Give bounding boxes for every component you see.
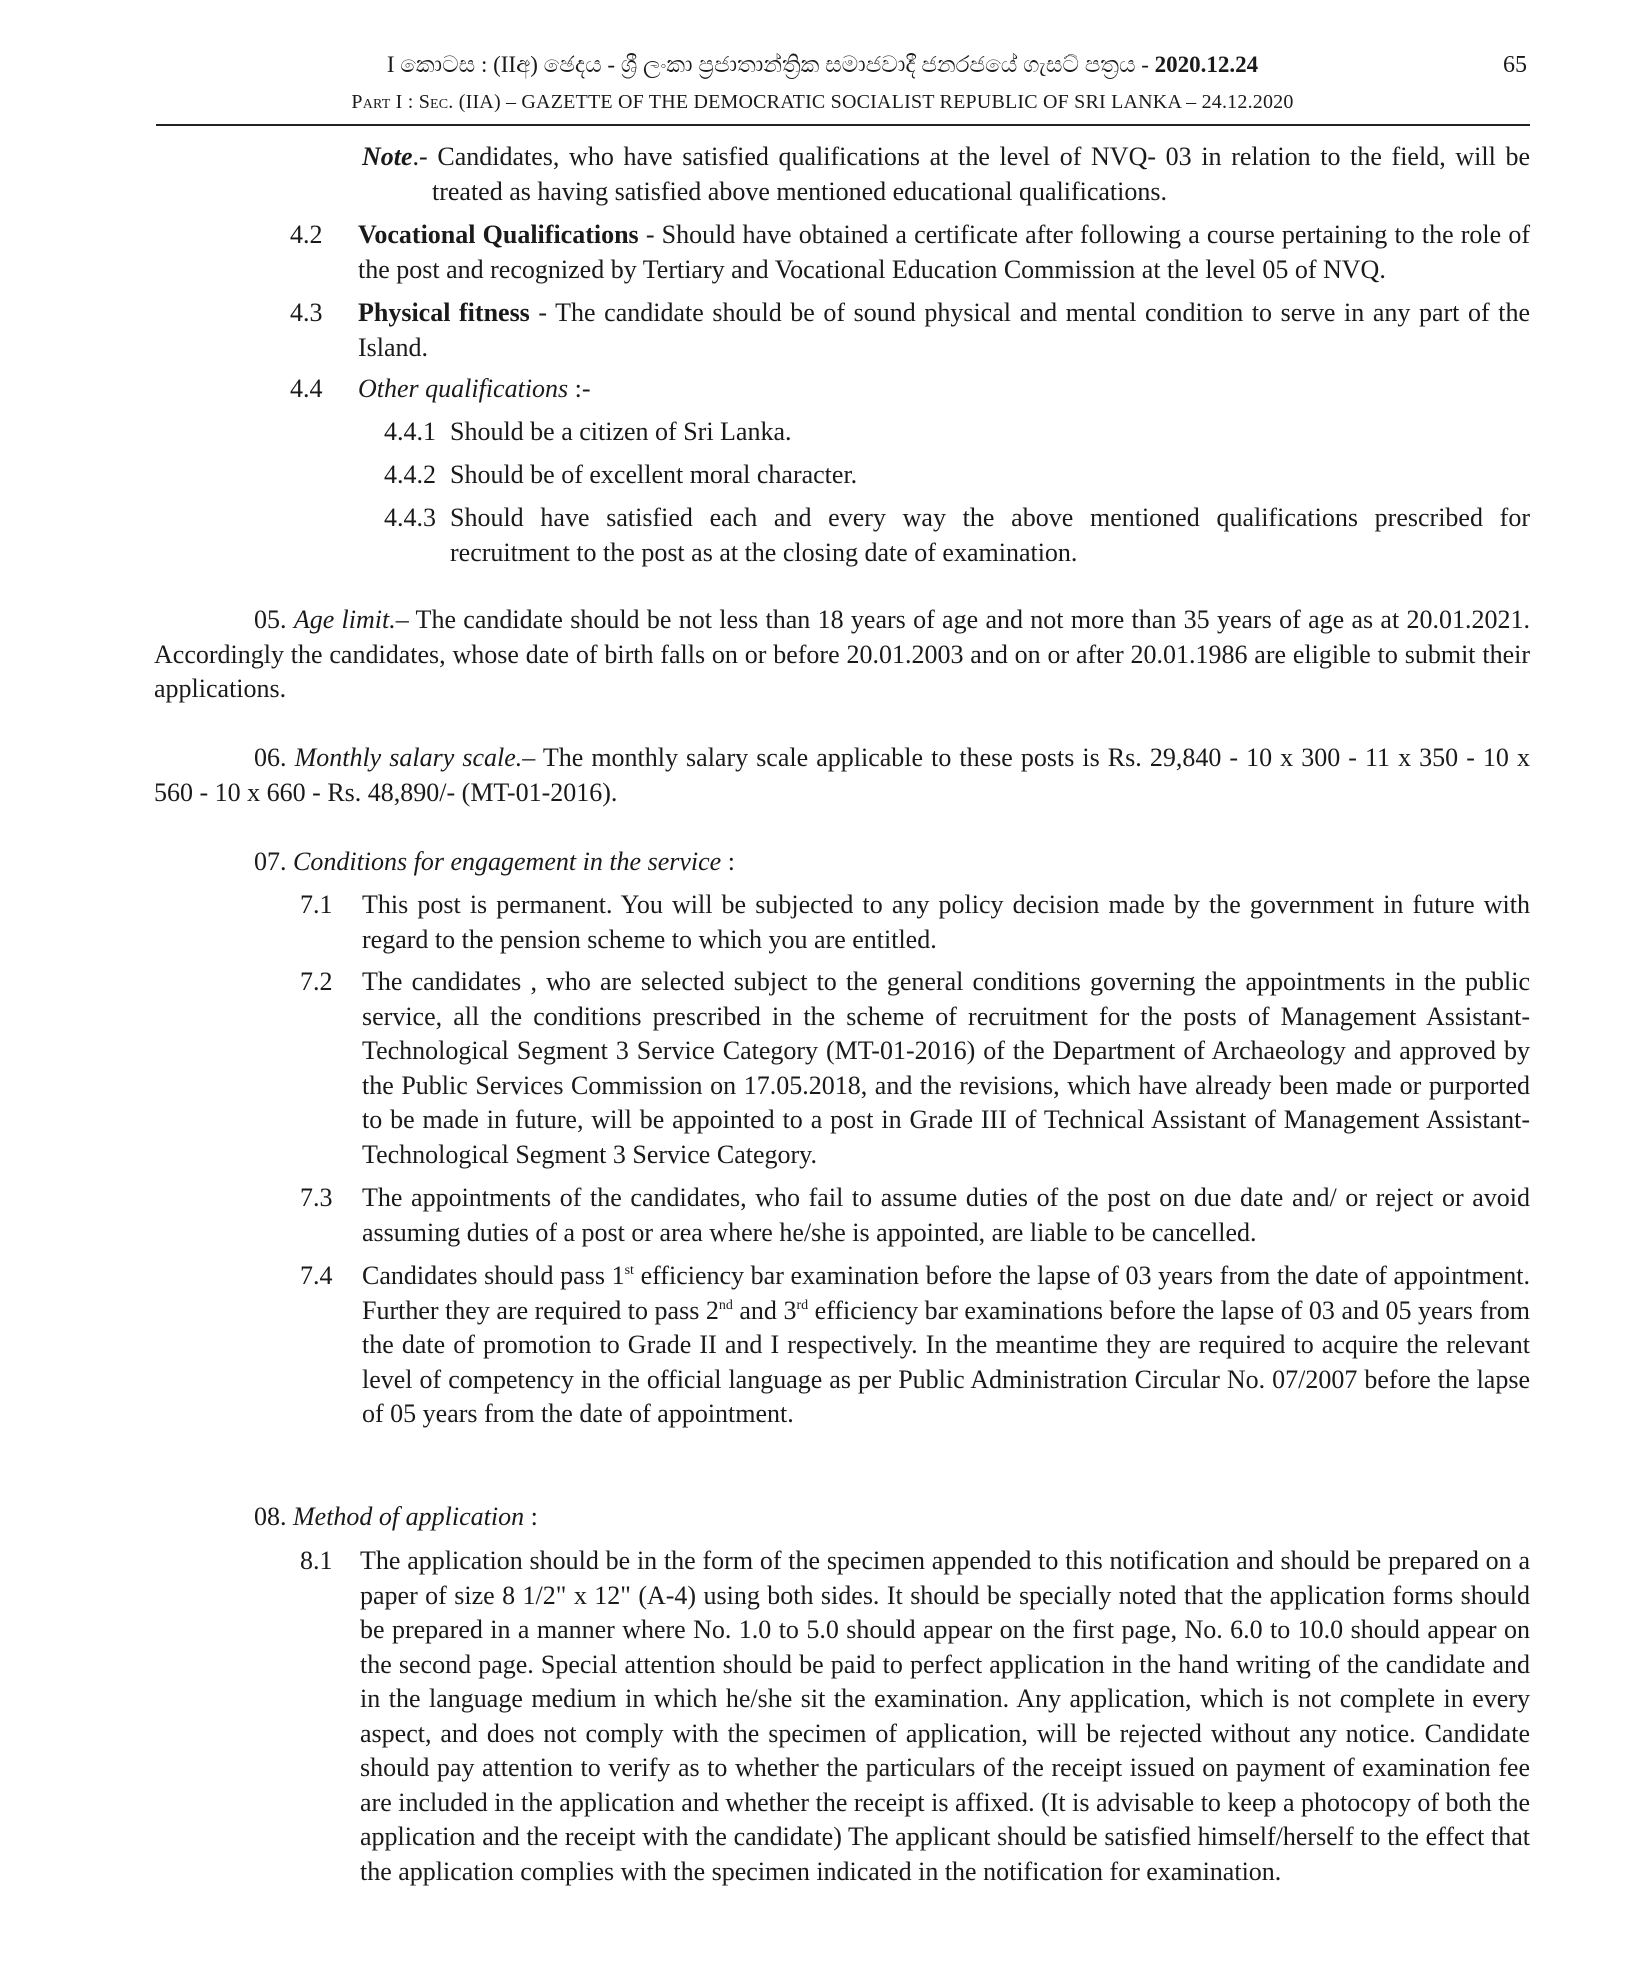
section-07-heading	[254, 845, 1530, 880]
section-4-4-heading	[358, 372, 1530, 407]
sinhala-header-title: I කොටස : (IIඅ) ඡෙදය - ශ්‍රී ලංකා ප්‍රජාතාන්ත්‍රික සමාජවාදී ජනරජයේ ගැසට් පත්‍රය -	[386, 52, 1149, 77]
section-08-heading	[254, 1500, 1530, 1535]
section-07-suffix: :	[721, 847, 735, 876]
english-header-title: (IIA) – GAZETTE OF THE DEMOCRATIC SOCIALIST REPUBLIC OF SRI LANKA – 24.12.2020	[458, 91, 1294, 113]
item-7-4-sup-3: rd	[796, 1297, 809, 1313]
item-7-4-text-2: efficiency bar examination before the lapse of 03 years from the date of appointment. Further they are required to pass 2	[362, 1261, 1530, 1325]
item-7-4	[362, 1259, 1530, 1432]
section-07-title: Conditions for engagement in the service	[293, 847, 722, 876]
section-4-2-text: - Should have obtained a certificate after following a course pertaining to the role of the post and recognized by Tertiary and Vocational Education Commission at the level 05 of NVQ.	[358, 220, 1530, 284]
section-4-4-number: 4.4	[290, 374, 323, 403]
section-4-3-text: - The candidate should be of sound physical and mental condition to serve in any part of the Island.	[358, 298, 1530, 362]
section-4-2-title: Vocational Qualifications	[358, 220, 639, 249]
section-05-age-limit	[154, 603, 1530, 707]
item-4-4-3: Should have satisfied each and every way the above mentioned qualifications prescribed for recruitment to the post as at the closing date of examination.	[450, 503, 1530, 567]
item-4-4-1: Should be a citizen of Sri Lanka.	[450, 417, 792, 446]
section-4-4-title: Other qualifications	[358, 374, 569, 403]
item-7-2-number: 7.2	[300, 967, 333, 996]
section-06-number: 06.	[254, 743, 287, 772]
item-7-3-number: 7.3	[300, 1183, 333, 1212]
item-7-1-number: 7.1	[300, 890, 333, 919]
item-4-4-2-number: 4.4.2	[384, 460, 436, 489]
item-4-4-2: Should be of excellent moral character.	[450, 460, 858, 489]
section-06-text: – The monthly salary scale applicable to these posts is Rs. 29,840 - 10 x 300 - 11 x 350 - 10 x 560 - 10 x 660 - Rs. 48,890/- (MT-01-2016).	[154, 743, 1530, 807]
section-06-salary-scale	[154, 741, 1530, 810]
item-7-4-number: 7.4	[300, 1261, 333, 1290]
note-paragraph	[362, 140, 1530, 209]
section-4-3	[358, 296, 1530, 365]
item-7-4-text-1: Candidates should pass 1	[362, 1261, 625, 1290]
section-08-number: 08.	[254, 1502, 287, 1531]
section-4-3-number: 4.3	[290, 298, 323, 327]
item-8-1: The application should be in the form of the specimen appended to this notification and should be prepared on a paper of size 8 1/2" x 12" (A-4) using both sides. It should be specially noted that the application forms should be prepared in a manner where No. 1.0 to 5.0 should appear on the first page, No. 6.0 to 10.0 should appear on the second page. Special attention should be paid to perfect application in the hand writing of the candidate and in the language medium in which he/she sit the examination. Any application, which is not complete in every aspect, and does not comply with the specimen of application, will be rejected without any notice. Candidate should pay attention to verify as to whether the particulars of the receipt issued on payment of examination fee are included in the application and whether the receipt is affixed. (It is advisable to keep a photocopy of both the application and the receipt with the candidate) The applicant should be satisfied himself/herself to the effect that the application complies with the specimen indicated in the notification for examination.	[360, 1546, 1530, 1886]
item-7-4-text-4: efficiency bar examinations before the lapse of 03 and 05 years from the date of promotion to Grade II and I respectively. In the meantime they are required to acquire the relevant level of competency in the official language as per Public Administration Circular No. 07/2007 before the lapse of 05 years from the date of appointment.	[362, 1295, 1530, 1428]
section-4-4-suffix: :-	[568, 374, 591, 403]
item-7-4-sup-1: st	[624, 1263, 634, 1278]
item-7-2: The candidates , who are selected subject to the general conditions governing the appointments in the public service, all the conditions prescribed in the scheme of recruitment for the posts of Management Assistant- Technological Segment 3 Service Category (MT-01-2016) of the Department of Archaeology and approved by the Public Services Commission on 17.05.2018, and the revisions, which have already been made or purported to be made in future, will be appointed to a post in Grade III of Technical Assistant of Management Assistant- Technological Segment 3 Service Category.	[362, 967, 1530, 1169]
section-4-2-number: 4.2	[290, 220, 323, 249]
item-4-4-1-number: 4.4.1	[384, 417, 436, 446]
item-7-4-text-3: and 3	[732, 1295, 797, 1325]
section-4-2	[358, 218, 1530, 287]
sinhala-header-date: 2020.12.24	[1154, 52, 1259, 77]
item-7-4-sup-2: nd	[718, 1297, 733, 1313]
section-08-suffix: :	[524, 1502, 538, 1531]
section-05-number: 05.	[254, 605, 287, 634]
section-05-text: – The candidate should be not less than 18 years of age and not more than 35 years of age as at 20.01.2021. Accordingly the candidates, whose date of birth falls on or before 20.01.2003 and on or after 20.01.1986 are eligible to submit their applications.	[154, 605, 1530, 703]
item-8-1-number: 8.1	[300, 1546, 333, 1575]
section-06-title: Monthly salary scale.	[294, 743, 523, 772]
note-label: Note	[362, 142, 413, 171]
section-4-3-title: Physical fitness	[358, 298, 530, 327]
page-number: 65	[1503, 52, 1527, 78]
item-4-4-3-number: 4.4.3	[384, 503, 436, 532]
note-text: .- Candidates, who have satisfied qualifications at the level of NVQ- 03 in relation to the field, will be treated as having satisfied above mentioned educational qualifications.	[412, 142, 1530, 206]
section-08-title: Method of application	[293, 1502, 525, 1531]
part-label: Part I : Sec.	[351, 91, 454, 113]
section-07-number: 07.	[254, 847, 287, 876]
item-7-3: The appointments of the candidates, who fail to assume duties of the post on due date and/ or reject or avoid assuming duties of a post or area where he/she is appointed, are liable to be cancelled.	[362, 1183, 1530, 1247]
section-05-title: Age limit.	[293, 605, 396, 634]
item-7-1: This post is permanent. You will be subjected to any policy decision made by the government in future with regard to the pension scheme to which you are entitled.	[362, 890, 1530, 954]
